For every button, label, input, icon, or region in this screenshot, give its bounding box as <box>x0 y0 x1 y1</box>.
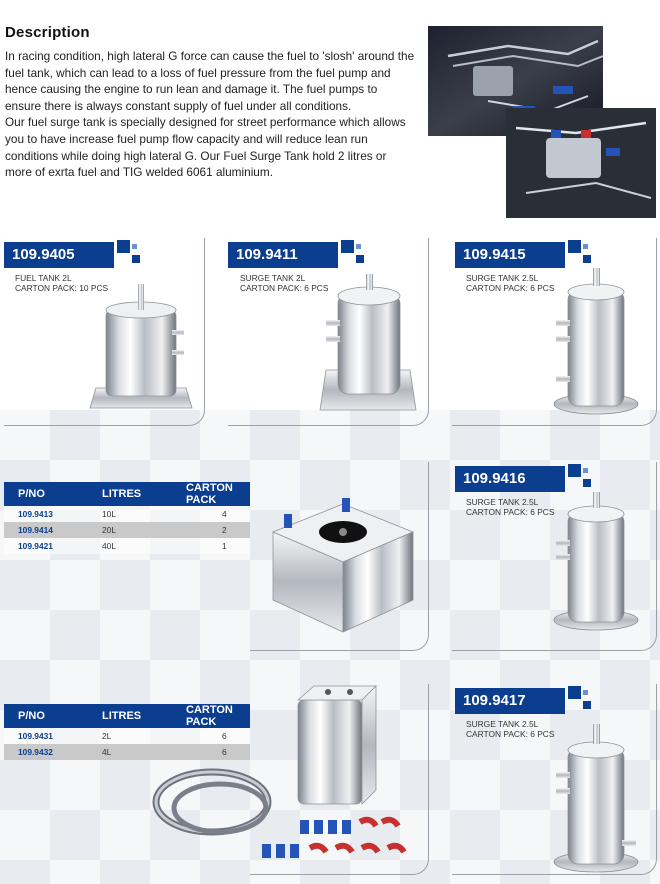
header-pno: P/NO <box>4 704 88 728</box>
cell-carton-pack: 1 <box>172 538 250 554</box>
description-paragraph-1: In racing condition, high lateral G force can cause the fuel to 'slosh' around the fuel tank, which can lead to a loss of fuel pressure from the fuel pump and hence causing the engine to run lean and damage it. The fuel pumps to ensure there is always constant supply of fuel under all conditions. <box>5 49 415 113</box>
product-code-bar: 109.9411 <box>228 242 338 268</box>
cell-carton-pack: 6 <box>172 744 250 760</box>
product-table-1 <box>4 482 250 554</box>
product-name: SURGE TANK 2.5L <box>466 497 539 507</box>
engine-bay-photo-2 <box>506 108 656 218</box>
product-code-bar: 109.9415 <box>455 242 565 268</box>
surge-tank-2l-image <box>318 272 418 425</box>
table-row <box>4 538 250 554</box>
blue-squares-icon <box>341 240 367 266</box>
product-code-bar: 109.9405 <box>4 242 114 268</box>
blue-squares-icon <box>117 240 143 266</box>
description-body <box>5 48 415 181</box>
header-carton-pack: CARTON PACK <box>172 482 250 506</box>
cell-pno: 109.9431 <box>4 728 88 744</box>
product-name: SURGE TANK 2.5L <box>466 719 539 729</box>
cell-pno: 109.9421 <box>4 538 88 554</box>
fuel-tank-2l-image <box>88 280 198 425</box>
cell-pno: 109.9432 <box>4 744 88 760</box>
cell-carton-pack: 2 <box>172 522 250 538</box>
product-description <box>240 273 328 294</box>
description-title: Description <box>5 24 90 41</box>
surge-tank-kit-image <box>150 682 430 883</box>
surge-tank-2-5l-image <box>546 490 642 645</box>
table-row <box>4 506 250 522</box>
cell-carton-pack: 4 <box>172 506 250 522</box>
product-description <box>466 497 554 518</box>
fuel-cell-tank-image <box>268 492 418 642</box>
description-paragraph-2: Our fuel surge tank is specially designed for street performance which allows you to have increase fuel pump flow capacity and will reduce lean run conditions while doing high lateral G. Our Fuel Surge Tank hold 2 litres or more of exrta fuel and TIG welded 6061 aluminium. <box>5 115 406 180</box>
blue-squares-icon <box>568 464 594 490</box>
surge-tank-2-5l-image <box>546 264 642 427</box>
cell-litres: 4L <box>88 744 172 760</box>
cell-litres: 2L <box>88 728 172 744</box>
cell-pno: 109.9414 <box>4 522 88 538</box>
product-code-bar: 109.9416 <box>455 466 565 492</box>
cell-litres: 20L <box>88 522 172 538</box>
cell-litres: 10L <box>88 506 172 522</box>
product-pack: CARTON PACK: 6 PCS <box>466 729 555 740</box>
product-name: SURGE TANK 2.5L <box>466 273 539 283</box>
product-pack: CARTON PACK: 6 PCS <box>466 507 555 518</box>
product-description <box>466 719 554 740</box>
cell-carton-pack: 6 <box>172 728 250 744</box>
cell-litres: 40L <box>88 538 172 554</box>
header-pno: P/NO <box>4 482 88 506</box>
product-description <box>466 273 554 294</box>
product-name: FUEL TANK 2L <box>15 273 72 283</box>
product-name: SURGE TANK 2L <box>240 273 306 283</box>
blue-squares-icon <box>568 686 594 712</box>
blue-squares-icon <box>568 240 594 266</box>
header-litres: LITRES <box>88 482 172 506</box>
product-code-bar: 109.9417 <box>455 688 565 714</box>
cell-pno: 109.9413 <box>4 506 88 522</box>
product-pack: CARTON PACK: 10 PCS <box>15 283 109 294</box>
header-carton-pack: CARTON PACK <box>172 704 250 728</box>
table-row <box>4 522 250 538</box>
header-litres: LITRES <box>88 704 172 728</box>
product-pack: CARTON PACK: 6 PCS <box>240 283 329 294</box>
product-pack: CARTON PACK: 6 PCS <box>466 283 555 294</box>
surge-tank-2-5l-image <box>546 722 642 883</box>
